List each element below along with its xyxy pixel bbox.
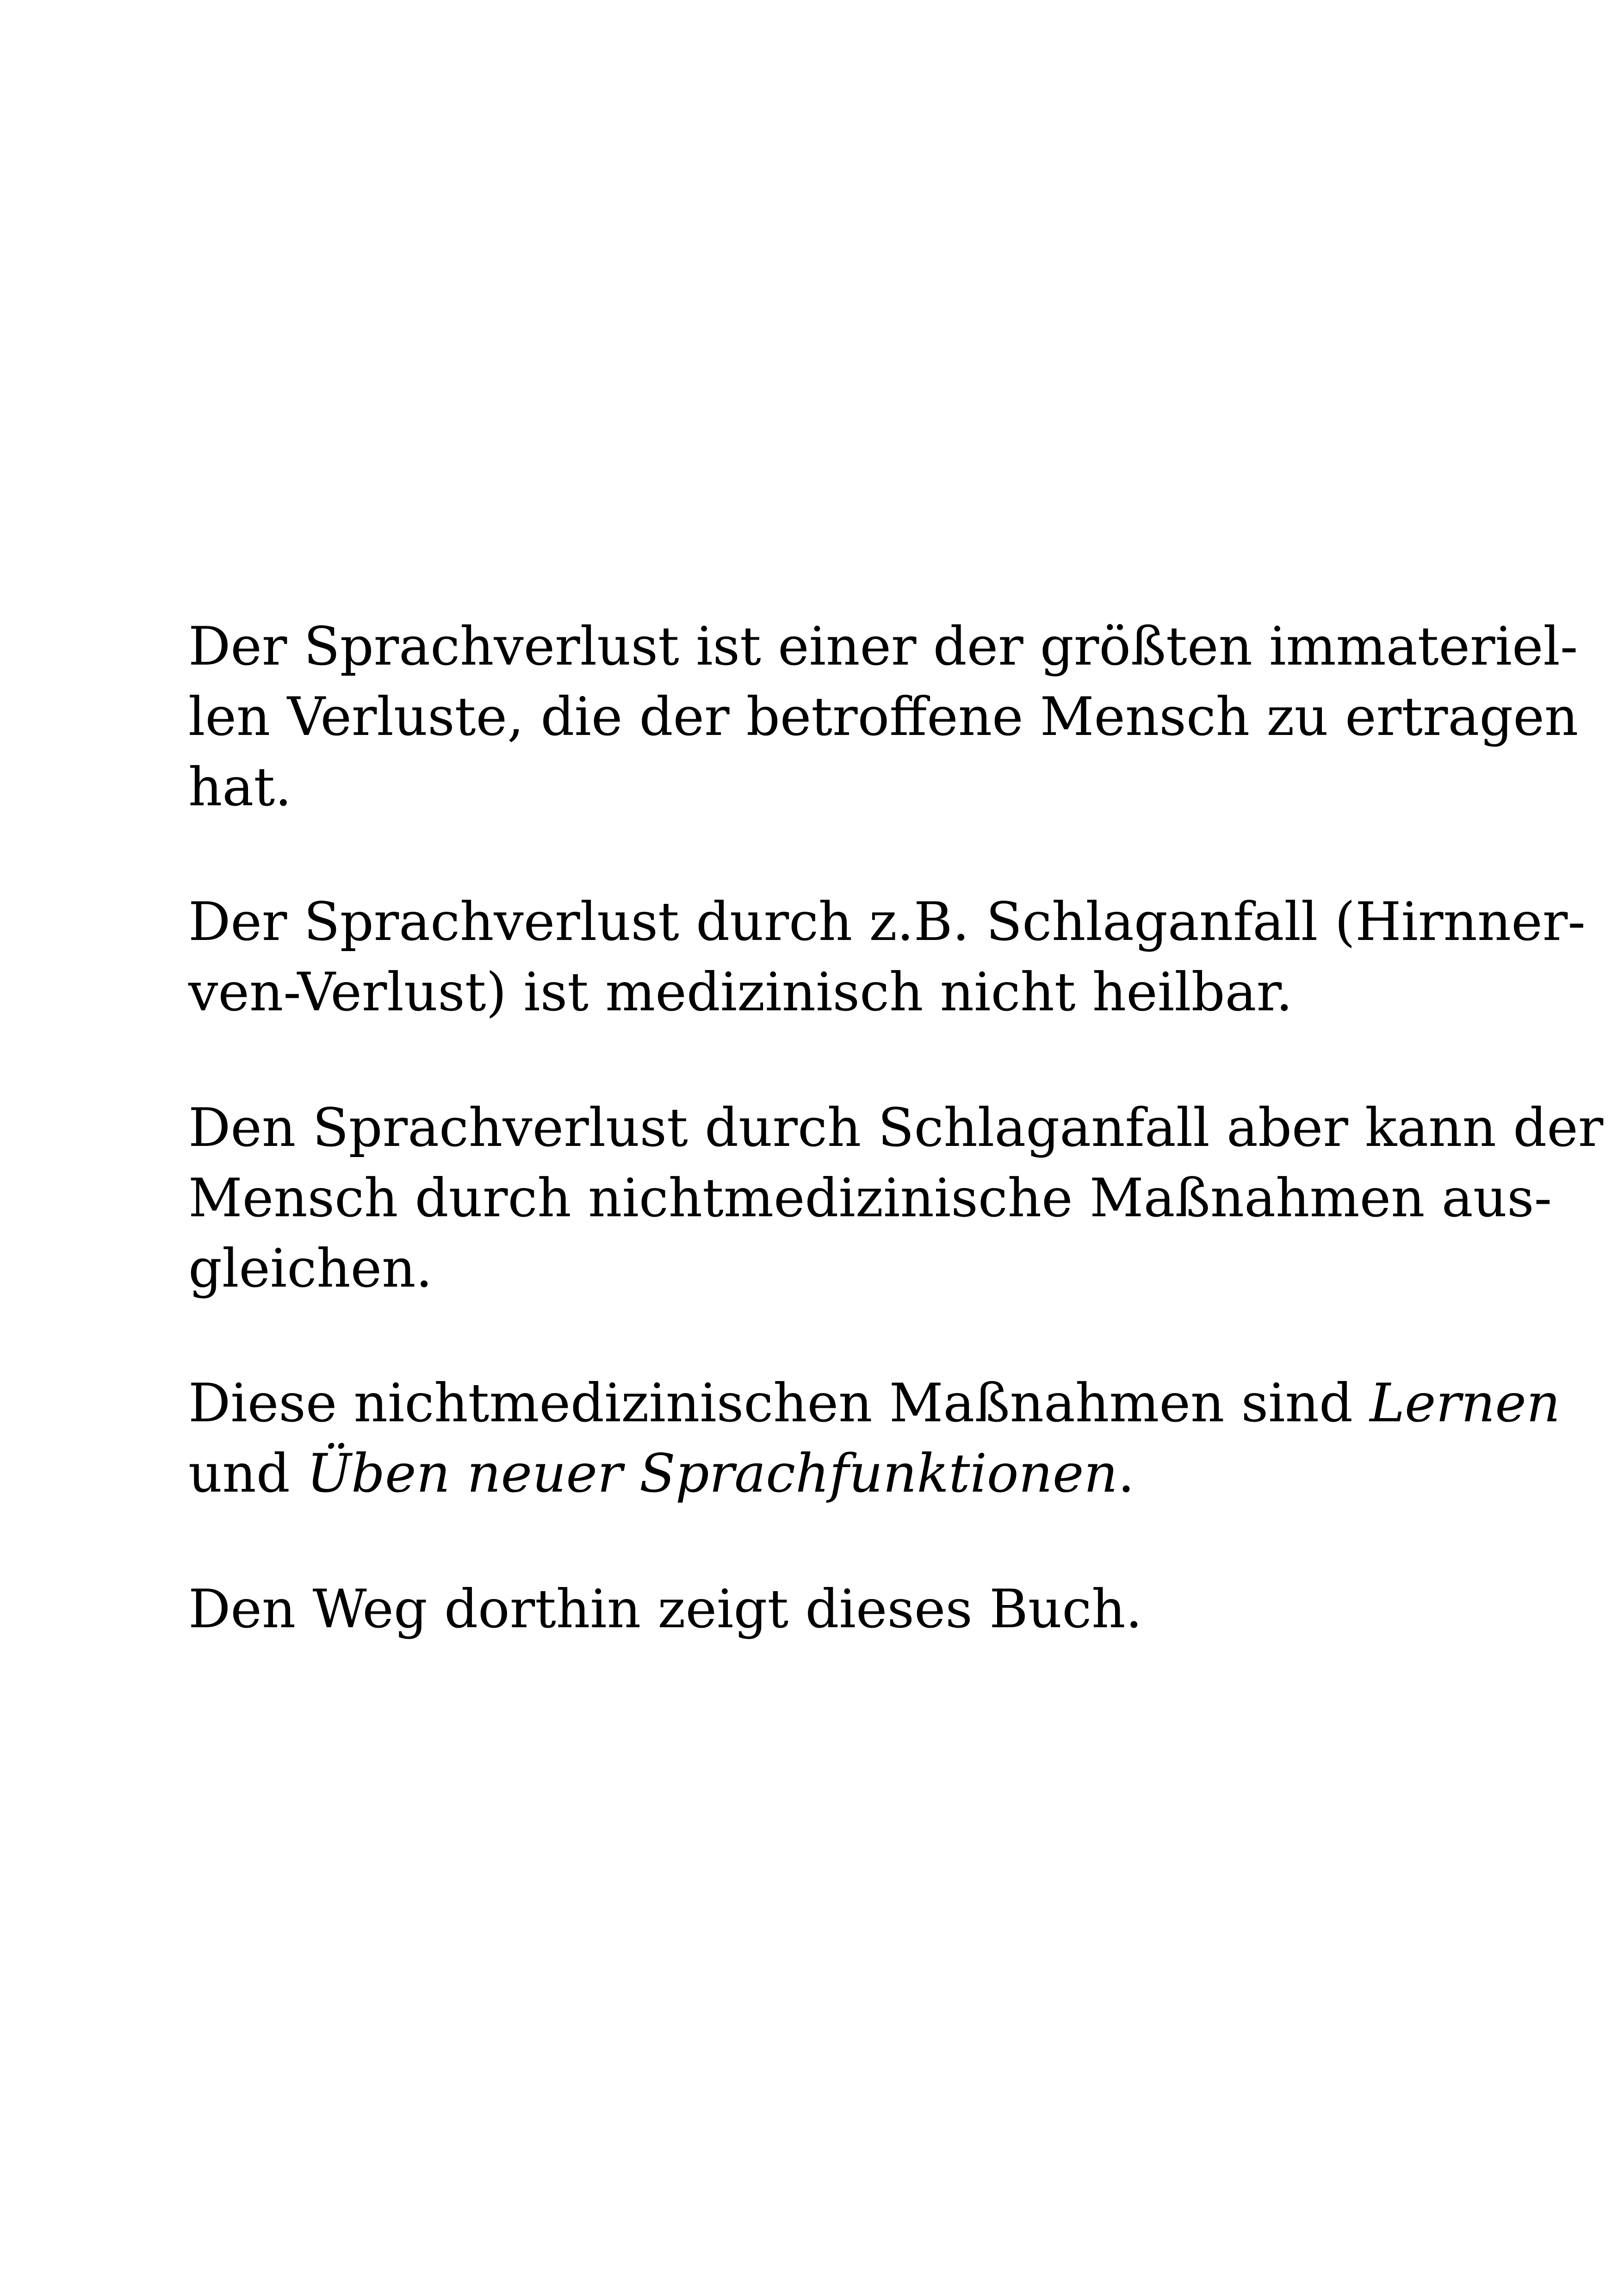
paragraph-4-line-2	[188, 1443, 1135, 1504]
paragraph-4-line-1	[188, 1372, 1561, 1434]
paragraph-4-line-2-end: .	[1117, 1443, 1135, 1504]
paragraph-3-line-2: Mensch durch nichtmedizinische Maßnahmen aus-	[188, 1167, 1552, 1229]
paragraph-2-line-2: ven-Verlust) ist medizinisch nicht heilbar.	[188, 961, 1293, 1023]
paragraph-2-line-1: Der Sprachverlust durch z.B. Schlaganfall (Hirnner-	[188, 891, 1586, 952]
paragraph-3-line-1: Den Sprachverlust durch Schlaganfall aber kann der	[188, 1097, 1604, 1158]
emphasis-ueben: Üben neuer Sprachfunktionen	[307, 1443, 1118, 1504]
paragraph-4-line-1-text: Diese nichtmedizinischen Maßnahmen sind	[188, 1372, 1370, 1434]
paragraph-5-line-1: Den Weg dorthin zeigt dieses Buch.	[188, 1578, 1142, 1640]
paragraph-1-line-1: Der Sprachverlust ist einer der größten immateriel-	[188, 616, 1578, 677]
paragraph-4-line-2-text: und	[188, 1443, 307, 1504]
paragraph-1-line-2: len Verluste, die der betroffene Mensch zu ertragen	[188, 686, 1579, 747]
paragraph-1-line-3: hat.	[188, 756, 292, 818]
paragraph-3-line-3: gleichen.	[188, 1238, 433, 1299]
emphasis-lernen: Lernen	[1370, 1372, 1561, 1434]
